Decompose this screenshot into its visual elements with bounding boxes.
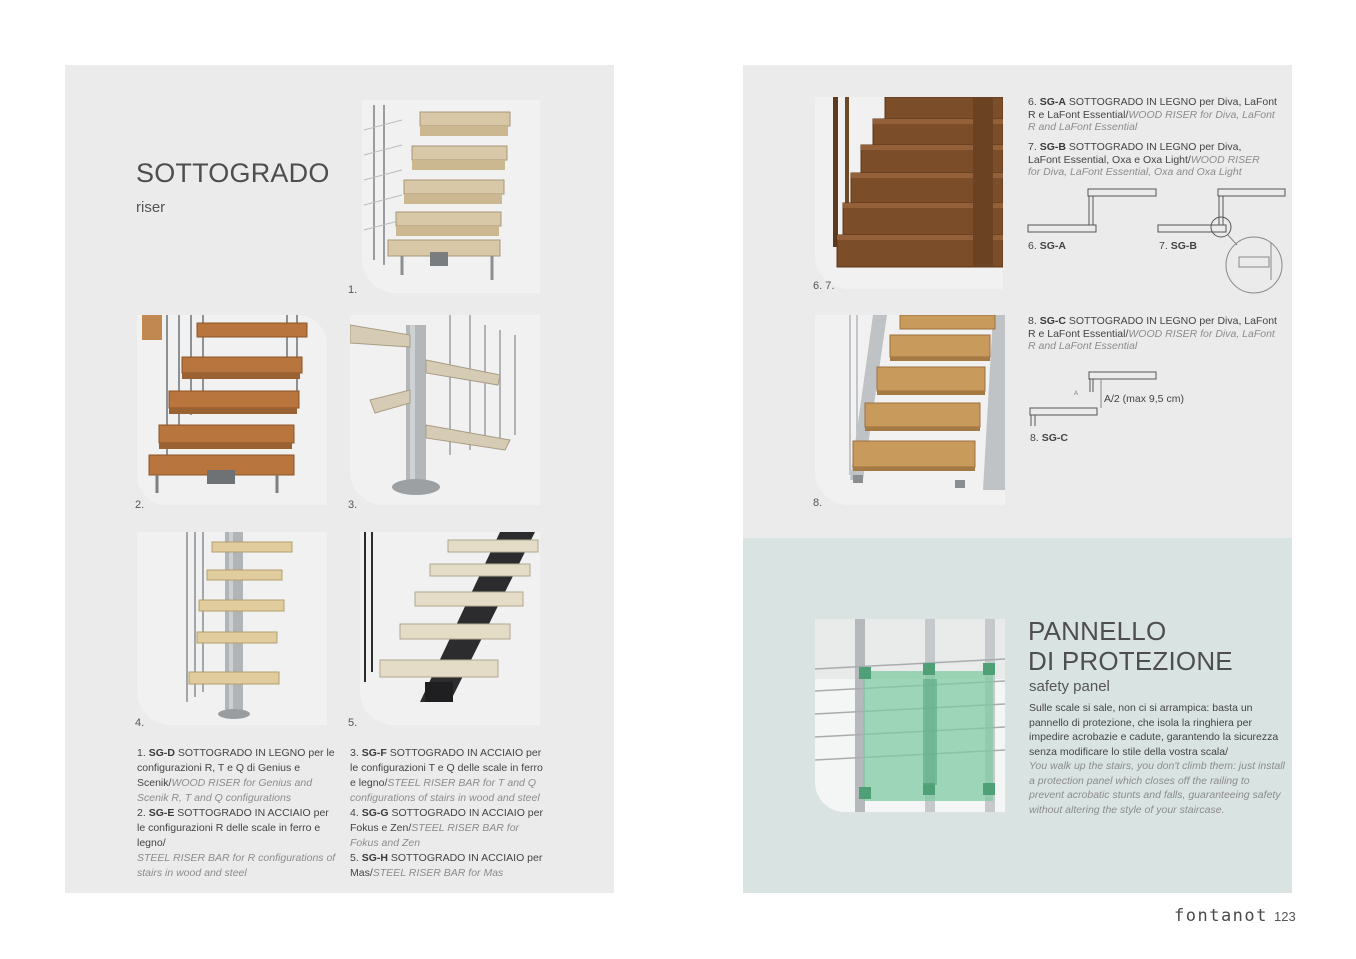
photo-4-alternating-stair [137, 532, 327, 725]
caption-italian: SOTTOGRADO IN ACCIAIO per le configurazioni R delle scale in ferro e legno/ [137, 807, 329, 849]
photo-8-open-stair [815, 315, 1005, 505]
diagram-num: 8. [1030, 432, 1039, 444]
caption-num: 8. [1028, 315, 1037, 327]
caption-english: STEEL RISER BAR for T and Q configurations of stairs in wood and steel [350, 777, 540, 804]
diagram-code: SG-C [1041, 432, 1068, 444]
caption-item-sg-g [350, 806, 550, 851]
safety-panel-subtitle: safety panel [1029, 678, 1110, 695]
diagram-code: SG-A [1039, 240, 1066, 252]
brand-logo: fontanot [1174, 906, 1268, 926]
safety-panel-title-line-1: PANNELLO [1028, 616, 1167, 646]
caption-italian: SOTTOGRADO IN ACCIAIO per Mas/ [350, 852, 543, 879]
caption-code: SG-C [1039, 315, 1066, 327]
caption-italian: SOTTOGRADO IN LEGNO per Diva, LaFont R e LaFont Essential/ [1028, 96, 1277, 121]
caption-block-right [350, 746, 550, 881]
dimension-mark: A [1074, 391, 1079, 397]
safety-panel-body-italian: Sulle scale si sale, non ci si arrampica: basta un pannello di protezione, che isola la ringhiera per impedire acrobazie e cadute, garantendo la sicurezza senza modificare lo stile della vostra scala/ [1029, 702, 1279, 758]
caption-english: WOOD RISER for Diva, LaFont R and LaFont Essential [1028, 108, 1275, 133]
caption-code: SG-A [1039, 96, 1066, 108]
page-number: 123 [1274, 909, 1296, 924]
photo-2-stair-steel-riser [137, 315, 327, 505]
caption-code: SG-G [361, 807, 389, 819]
photo-8-number: 8. [813, 497, 823, 509]
diagram-code: SG-B [1170, 240, 1197, 252]
caption-italian: SOTTOGRADO IN LEGNO per Diva, LaFont Essential, Oxa e Oxa Light/ [1028, 141, 1242, 166]
caption-italian: SOTTOGRADO IN LEGNO per le configurazioni R, T e Q di Genius e Scenik/ [137, 747, 335, 789]
caption-code: SG-D [148, 747, 175, 759]
caption-num: 1. [137, 747, 146, 759]
diagram-label-sg-a [1028, 240, 1066, 252]
caption-num: 6. [1028, 96, 1037, 108]
caption-italian: SOTTOGRADO IN ACCIAIO per le configurazioni T e Q delle scale in ferro e legno/ [350, 747, 543, 789]
diagram-num: 6. [1028, 240, 1037, 252]
photo-3-number: 3. [348, 499, 358, 511]
caption-english: WOOD RISER for Diva, LaFont Essential, Oxa and Oxa Light [1028, 153, 1260, 178]
caption-english: STEEL RISER BAR for Mas [372, 867, 504, 879]
caption-item-sg-e [137, 806, 337, 881]
caption-block-left [137, 746, 337, 881]
page-subtitle: riser [136, 199, 166, 216]
diagram-num: 7. [1159, 240, 1168, 252]
photo-5-black-frame-stair [360, 532, 540, 725]
caption-code: SG-F [361, 747, 387, 759]
caption-item-sg-f [350, 746, 550, 806]
photo-3-spiral-stair [350, 315, 540, 505]
safety-panel-title-line-2: DI PROTEZIONE [1028, 646, 1233, 676]
dimension-label: A/2 (max 9,5 cm) [1104, 393, 1184, 405]
caption-english: WOOD RISER for Genius and Scenik R, T and Q configurations [137, 777, 313, 804]
caption-num: 2. [137, 807, 146, 819]
caption-code: SG-E [148, 807, 175, 819]
caption-num: 4. [350, 807, 359, 819]
page-title: SOTTOGRADO [136, 158, 330, 188]
caption-num: 3. [350, 747, 359, 759]
safety-panel-title [1028, 616, 1233, 676]
photo-4-number: 4. [135, 717, 145, 729]
caption-item-sg-c [1028, 315, 1283, 353]
photo-6-7-wood-stair [815, 97, 1003, 289]
caption-num: 7. [1028, 141, 1037, 153]
safety-panel-body-english: You walk up the stairs, you don't climb them: just install a protection panel which closes off the railing to prevent acrobatic stunts and falls, guaranteeing safety without altering the style of your staircase. [1029, 760, 1285, 816]
caption-english: STEEL RISER BAR for R configurations of stairs in wood and steel [137, 852, 336, 879]
caption-english: STEEL RISER BAR for Fokus and Zen [350, 822, 520, 849]
diagram-label-sg-c [1030, 432, 1068, 444]
caption-code: SG-B [1039, 141, 1066, 153]
caption-english: WOOD RISER for Diva, LaFont R and LaFont Essential [1028, 327, 1275, 352]
caption-num: 5. [350, 852, 359, 864]
photo-5-number: 5. [348, 717, 358, 729]
caption-item-sg-b [1028, 141, 1263, 179]
caption-item-sg-d [137, 746, 337, 806]
safety-panel-body [1029, 701, 1287, 817]
caption-code: SG-H [361, 852, 388, 864]
caption-italian: SOTTOGRADO IN LEGNO per Diva, LaFont R e LaFont Essential/ [1028, 315, 1277, 340]
diagram-label-sg-b [1159, 240, 1197, 252]
caption-item-sg-a [1028, 96, 1283, 134]
photo-safety-panel [815, 619, 1005, 812]
caption-item-sg-h [350, 851, 550, 881]
photo-1-stair-wood-riser [362, 100, 540, 293]
photo-1-number: 1. [348, 284, 358, 296]
photo-2-number: 2. [135, 499, 145, 511]
caption-italian: SOTTOGRADO IN ACCIAIO per Fokus e Zen/ [350, 807, 543, 834]
photo-6-7-number: 6. 7. [813, 280, 835, 292]
